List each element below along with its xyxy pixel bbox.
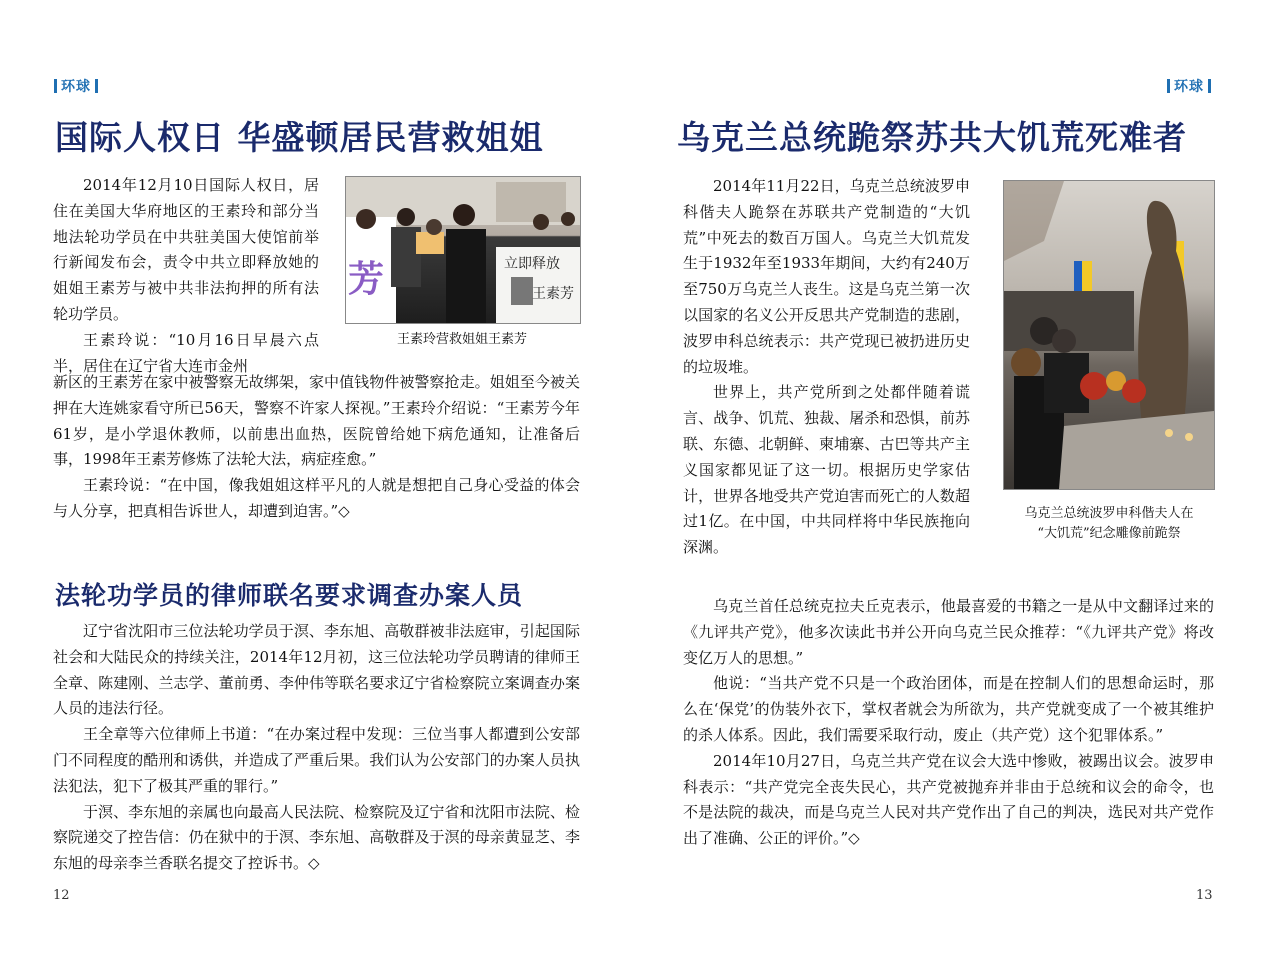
section-tag-label: 环球 — [1174, 79, 1204, 95]
right-page — [632, 0, 1264, 978]
ukraine-paragraph-4: 他说：“当共产党不只是一个政治团体，而是在控制人们的思想命运时，那么在‘保党’的伪装外衣下，掌权者就会为所欲为，共产党就变成了一个被其维护的杀人体系。因此，我们需要采取行动，废止（共产党）这个犯罪体系。” — [683, 674, 1214, 744]
section-tag-left — [50, 76, 102, 96]
sign-text-2: 立即释放 — [504, 256, 560, 272]
sign-text-3: 王素芳 — [532, 286, 574, 302]
article-ukraine-bottom-text — [683, 594, 1214, 852]
page-number-right: 13 — [1196, 888, 1213, 903]
article1-paragraph-3: 王素玲说：“在中国，像我姐姐这样平凡的人就是想把自己身心受益的体会与人分享，把真相告诉世人，却遭到迫害。”◇ — [53, 476, 580, 520]
ukraine-paragraph-5: 2014年10月27日，乌克兰共产党在议会大选中惨败，被踢出议会。波罗申科表示：“共产党完全丧失民心，共产党被抛弃并非由于总统和议会的命令，也不是法院的裁决，而是乌克兰人民对共产党作出了自己的判决，选民对共产党作出了准确、公正的评价。”◇ — [683, 751, 1214, 848]
article1-top-text — [53, 173, 319, 379]
left-page — [0, 0, 632, 978]
page-number-left: 12 — [53, 888, 70, 903]
article1-paragraph-2-cont: 新区的王素芳在家中被警察无故绑架，家中值钱物件被警察抢走。姐姐至今被关押在大连姚家看守所已56天，警察不许家人探视。”王素玲介绍说：“王素芳今年61岁，是小学退休教师，以前患出血热，医院曾给她下病危通知，让准备后事，1998年王素芳修炼了法轮大法，病症痊愈。” — [53, 373, 580, 469]
section-tag-label: 环球 — [61, 79, 91, 95]
photo-memorial — [1003, 180, 1215, 490]
headline-lawyers: 法轮功学员的律师联名要求调查办案人员 — [55, 581, 524, 610]
photo-memorial-caption-line-1: 乌克兰总统波罗申科偕夫人在 — [1024, 506, 1194, 521]
article2-paragraph-2: 王全章等六位律师上书道：“在办案过程中发现：三位当事人都遭到公安部门不同程度的酷刑和诱供，并造成了严重后果。我们认为公安部门的办案人员执法犯法，犯下了极其严重的罪行。” — [53, 725, 580, 795]
article2-text — [53, 619, 580, 877]
article1-paragraph-2-start: 王素玲说：“10月16日早晨六点半，居住在辽宁省大连市金州 — [53, 330, 319, 375]
article2-paragraph-3: 于溟、李东旭的亲属也向最高人民法院、检察院及辽宁省和沈阳市法院、检察院递交了控告信：仍在狱中的于溟、李东旭、高敬群及于溟的母亲黄显芝、李东旭的母亲李兰香联名提交了控诉书。◇ — [53, 802, 580, 873]
sign-text-1: 芳 — [348, 259, 385, 300]
photo-memorial-caption — [996, 504, 1222, 544]
section-tag-right — [1163, 76, 1215, 96]
article1-paragraph-1: 2014年12月10日国际人权日，居住在美国大华府地区的王素玲和部分当地法轮功学员在中共驻美国大使馆前举行新闻发布会，责令中共立即释放她的姐姐王素芳与被中共非法拘押的所有法轮功学员。 — [53, 176, 319, 323]
photo-memorial-caption-line-2: “大饥荒”纪念雕像前跪祭 — [1037, 526, 1181, 541]
headline-ukraine: 乌克兰总统跪祭苏共大饥荒死难者 — [677, 118, 1187, 157]
ukraine-paragraph-3: 乌克兰首任总统克拉夫丘克表示，他最喜爱的书籍之一是从中文翻译过来的《九评共产党》，他多次读此书并公开向乌克兰民众推荐：“《九评共产党》将改变亿万人的思想。” — [683, 597, 1214, 667]
article1-bottom-text — [53, 370, 580, 525]
headline-human-rights-day: 国际人权日 华盛顿居民营救姐姐 — [55, 118, 544, 157]
ukraine-paragraph-1: 2014年11月22日，乌克兰总统波罗申科偕夫人跪祭在苏联共产党制造的“大饥荒”中死去的数百万国人。乌克兰大饥荒发生于1932年至1933年期间，大约有240万至750万乌克兰人丧生。这是乌克兰第一次以国家的名义公开反思共产党制造的悲剧，波罗申科总统表示：共产党现已被扔进历史的垃圾堆。 — [683, 177, 970, 376]
photo-rally — [345, 176, 581, 324]
photo-memorial-illustration — [1004, 181, 1214, 489]
article2-paragraph-1: 辽宁省沈阳市三位法轮功学员于溟、李东旭、高敬群被非法庭审，引起国际社会和大陆民众的持续关注，2014年12月初，这三位法轮功学员聘请的律师王全章、陈建刚、兰志学、董前勇、李仲伟等联名要求辽宁省检察院立案调查办案人员的违法行径。 — [53, 622, 580, 718]
ukraine-paragraph-2: 世界上，共产党所到之处都伴随着谎言、战争、饥荒、独裁、屠杀和恐惧，前苏联、东德、北朝鲜、柬埔寨、古巴等共产主义国家都见证了这一切。根据历史学家估计，世界各地受共产党迫害而死亡的人数超过1亿。在中国，中共同样将中华民族拖向深渊。 — [683, 383, 970, 557]
photo-rally-caption: 王素玲营救姐姐王素芳 — [396, 332, 527, 347]
article-ukraine-top-text — [683, 174, 970, 561]
